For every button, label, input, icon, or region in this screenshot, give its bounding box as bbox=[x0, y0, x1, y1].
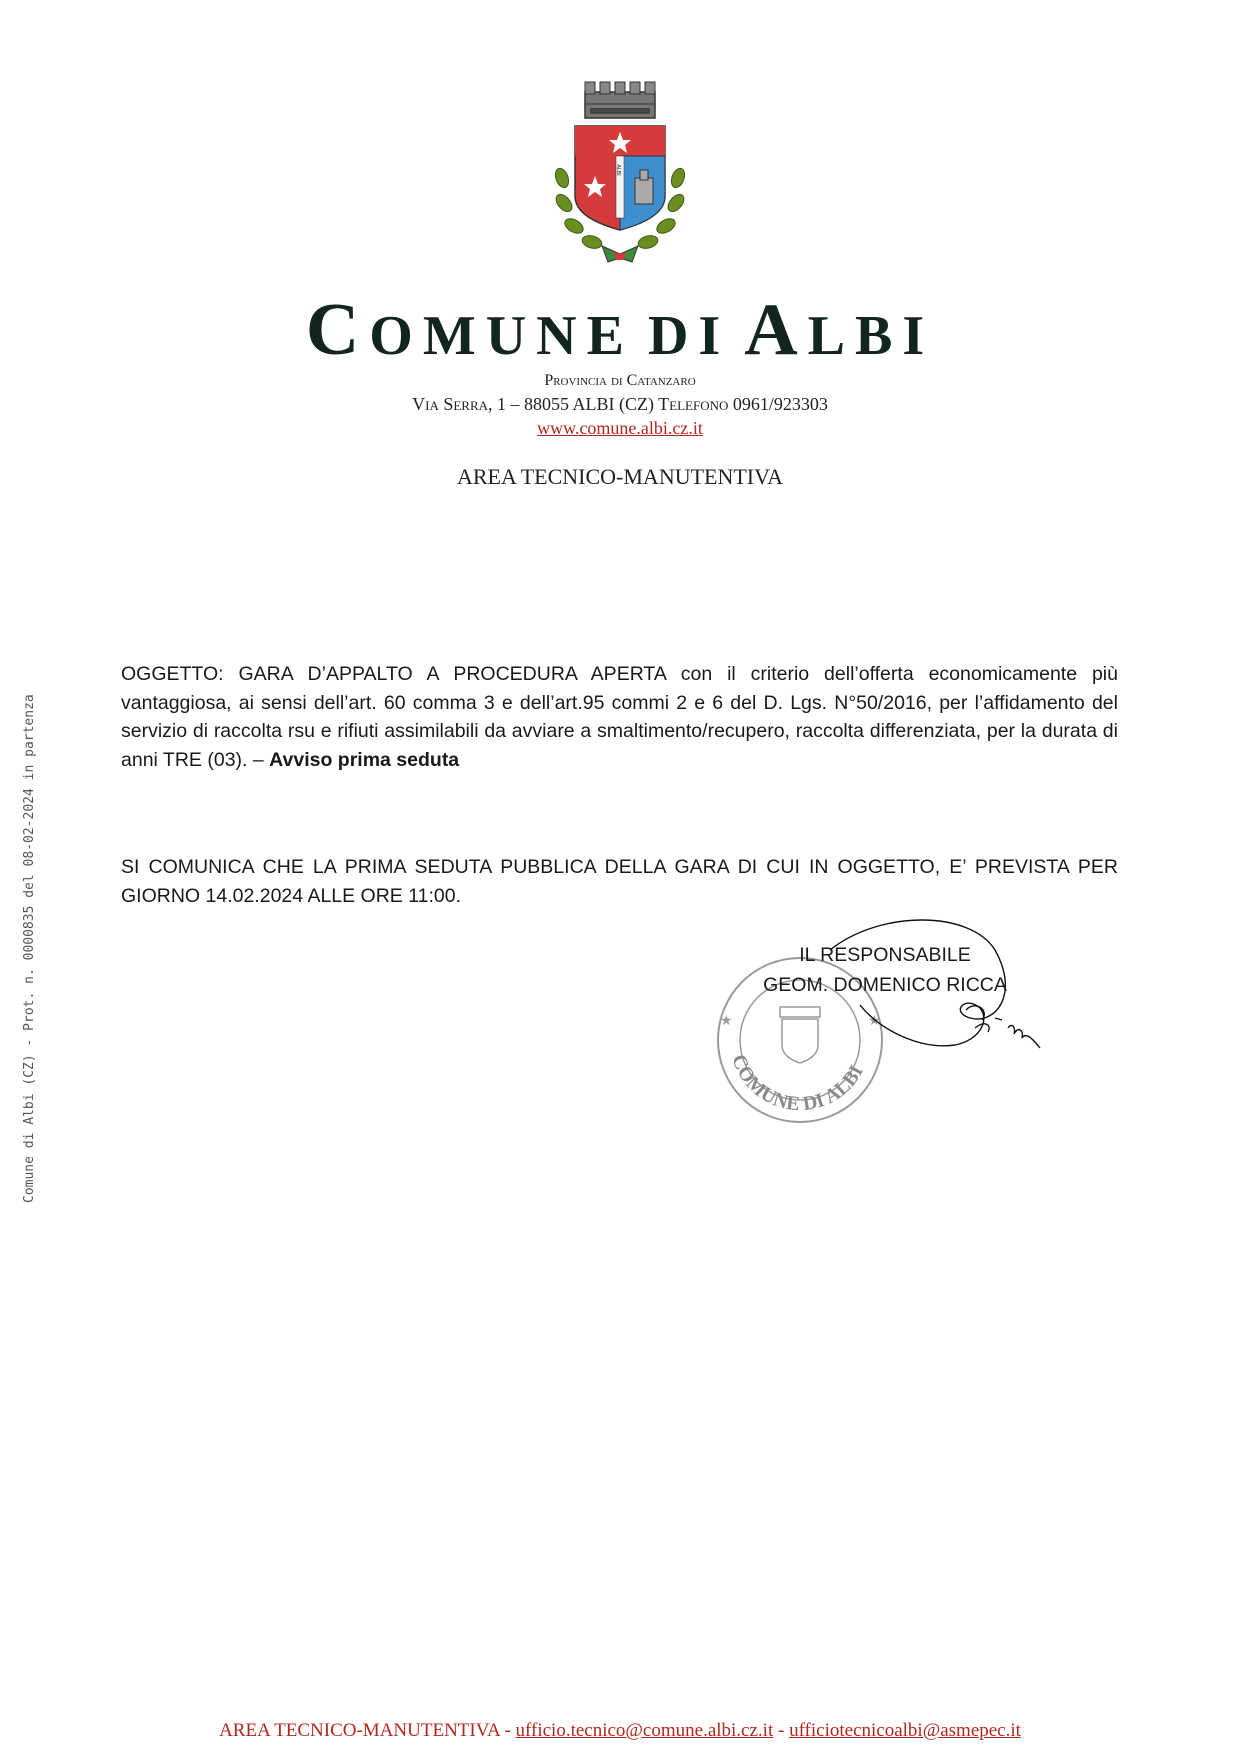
municipality-title bbox=[0, 288, 1240, 373]
title-rest-3: LBI bbox=[807, 305, 935, 367]
footer-separator-2: - bbox=[773, 1720, 790, 1741]
title-word-2: DI bbox=[647, 305, 731, 367]
footer-pec-link[interactable]: ufficiotecnicoalbi@asmepec.it bbox=[789, 1720, 1021, 1741]
announcement-paragraph: SI COMUNICA CHE LA PRIMA SEDUTA PUBBLICA DELLA GARA DI CUI IN OGGETTO, E’ PREVISTA PER GIORNO 14.02.2024 ALLE ORE 11:00. bbox=[121, 856, 1118, 907]
crest-letter-1: ALBI bbox=[615, 164, 621, 176]
subject-bold-text: Avviso prima seduta bbox=[269, 748, 460, 771]
footer-email-link[interactable]: ufficio.tecnico@comune.albi.cz.it bbox=[515, 1720, 774, 1741]
seal-star-left-icon: ★ bbox=[720, 1014, 733, 1029]
crown-icon bbox=[585, 82, 655, 118]
title-initial-3: A bbox=[744, 289, 808, 371]
signatory-name: GEOM. DOMENICO RICCA bbox=[763, 974, 1007, 996]
seal-star-right-icon: ★ bbox=[868, 1014, 881, 1029]
shield-icon bbox=[575, 126, 665, 230]
protocol-stamp: Comune di Albi (CZ) - Prot. n. 0000835 del 08-02-2024 in partenza bbox=[22, 694, 37, 1203]
title-initial-1: C bbox=[305, 289, 370, 371]
seal-text: COMUNE DI ALBI bbox=[727, 1051, 868, 1116]
subject-text: OGGETTO: GARA D’APPALTO A PROCEDURA APERTA con il criterio dell’offerta economicamente più vantaggiosa, ai sensi dell’art. 60 comma 3 e dell’art.95 commi 2 e 6 del D. Lgs. N°50/2016, per l’affidamento del servizio di raccolta rsu e rifiuti assimilabili da avviare a smaltimento/recupero, raccolta differenziata, per la durata di anni TRE (03). – bbox=[121, 663, 1118, 771]
coat-of-arms-logo bbox=[540, 78, 700, 278]
website-link[interactable]: www.comune.albi.cz.it bbox=[537, 418, 703, 438]
department-heading: AREA TECNICO-MANUTENTIVA bbox=[456, 464, 784, 489]
ribbon-icon bbox=[602, 246, 638, 262]
signatory-role: IL RESPONSABILE bbox=[799, 944, 971, 966]
footer-contacts bbox=[0, 1720, 1240, 1742]
subject-paragraph bbox=[121, 660, 1118, 774]
title-rest-1: OMUNE bbox=[369, 305, 634, 367]
footer-separator-1: - bbox=[499, 1720, 516, 1741]
footer-area: AREA TECNICO-MANUTENTIVA bbox=[219, 1720, 500, 1741]
address-line: Via Serra, 1 – 88055 ALBI (CZ) Telefono 0961/923303 bbox=[412, 394, 828, 414]
provincia-line: Provincia di Catanzaro bbox=[544, 372, 696, 389]
signature-block bbox=[735, 940, 1035, 1000]
